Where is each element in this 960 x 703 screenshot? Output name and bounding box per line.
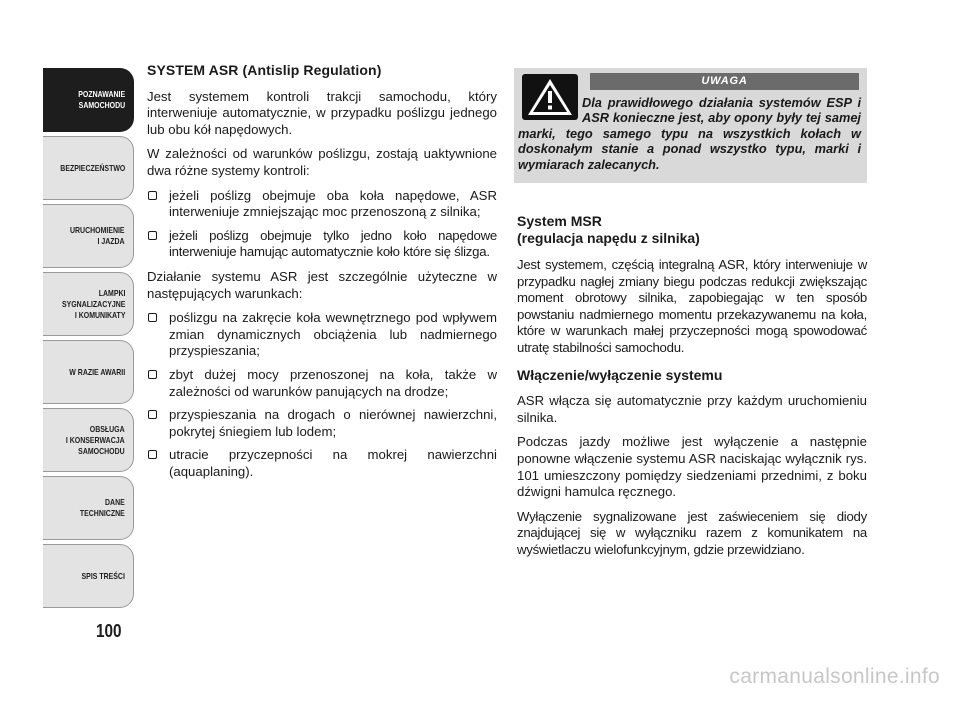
tab-w-razie-awarii[interactable] — [43, 340, 134, 404]
asr-section — [147, 62, 497, 488]
warning-text: Dla prawidłowego działania systemów ESP i ASR konieczne jest, aby opony były tej samej marki, tego samego typu na wszystkich kołach w doskonałym stanie a ponad wszystko typu, marki i wymiarach zalecanych. — [518, 95, 861, 172]
list-item-text: przyspieszania na drogach o nierównej nawierzchni, pokrytej śniegiem lub lodem; — [169, 407, 497, 439]
paragraph: Wyłączenie sygnalizowane jest zaświeceniem się diody znajdującej się w wyłączniku razem z komunikatem na wyświetlaczu wielofunkcyjnym, gdzie przewidziano. — [517, 508, 867, 557]
checkbox-bullet-icon — [148, 191, 157, 200]
tab-bezpieczenstwo[interactable] — [43, 136, 134, 200]
list-item-text: poślizgu na zakręcie koła wewnętrznego pod wpływem zmian dynamicznych obciążenia lub nadmiernego przyspieszania; — [169, 310, 497, 359]
watermark: carmanualsonline.info — [729, 665, 940, 688]
msr-section — [517, 213, 867, 567]
tab-dane-techniczne[interactable] — [43, 476, 134, 540]
list-item — [147, 447, 497, 480]
list-item — [147, 228, 497, 261]
checkbox-bullet-icon — [148, 410, 157, 419]
tab-uruchomienie-i-jazda[interactable] — [43, 204, 134, 268]
warning-title: UWAGA — [590, 73, 859, 90]
paragraph: Działanie systemu ASR jest szczególnie użyteczne w następujących warunkach: — [147, 268, 497, 301]
checkbox-bullet-icon — [148, 370, 157, 379]
tab-label: SPIS TREŚCI — [81, 570, 125, 581]
paragraph: Jest systemem, częścią integralną ASR, który interweniuje w przypadku nagłej zmiany biegu podczas redukcji zwiększając moment obrotowy silnika, zapobiegając w ten sposób powstaniu nadmiernego momentu przekazywanemu na koła, które w warunkach małej przyczepności mogą spowodować utratę stabilności samochodu. — [517, 257, 867, 355]
tab-label: DANE TECHNICZNE — [80, 497, 125, 518]
list-item-text: jeżeli poślizg obejmuje oba koła napędowe, ASR interweniuje zmniejszając moc przenoszoną z silnika; — [169, 187, 497, 220]
warning-text-block — [518, 95, 861, 172]
tab-obsluga-i-konserwacja[interactable] — [43, 408, 134, 472]
paragraph: Podczas jazdy możliwe jest wyłączenie a następnie ponowne włączenie systemu ASR naciskając wyłącznik rys. 101 umieszczony pomiędzy siedzeniami przednimi, z boku dźwigni hamulca ręcznego. — [517, 434, 867, 500]
page-number: 100 — [96, 621, 122, 641]
paragraph: ASR włącza się automatycznie przy każdym uruchomieniu silnika. — [517, 393, 867, 425]
list-item-text: jeżeli poślizg obejmuje tylko jedno koło napędowe interweniuje hamując automatycznie koło które się ślizga. — [169, 227, 497, 260]
tab-label: OBSŁUGA I KONSERWACJA SAMOCHODU — [66, 423, 125, 456]
list-item — [147, 367, 497, 400]
tab-label: W RAZIE AWARII — [69, 366, 125, 377]
tab-poznawanie-samochodu[interactable] — [43, 68, 134, 132]
list-item-text: zbyt dużej mocy przenoszonej na koła, także w zależności od warunków panujących na drodze; — [169, 366, 497, 399]
tab-spis-tresci[interactable] — [43, 544, 134, 608]
tab-label: URUCHOMIENIE I JAZDA — [70, 225, 125, 246]
tab-label: LAMPKI SYGNALIZACYJNE I KOMUNIKATY — [61, 287, 125, 320]
bullet-list — [147, 310, 497, 480]
msr-title: System MSR (regulacja napędu z silnika) — [517, 213, 700, 246]
onoff-title: Włączenie/wyłączenie systemu — [517, 366, 723, 383]
chapter-tabs — [43, 68, 134, 612]
tab-lampki-sygnalizacyjne[interactable] — [43, 272, 134, 336]
list-item — [147, 188, 497, 221]
section-title: SYSTEM ASR (Antislip Regulation) — [147, 62, 382, 78]
bullet-list — [147, 188, 497, 261]
checkbox-bullet-icon — [148, 313, 157, 322]
tab-label: BEZPIECZEŃSTWO — [59, 162, 125, 173]
list-item-text: utracie przyczepności na mokrej nawierzchni (aquaplaning). — [169, 447, 497, 479]
warning-box — [514, 68, 867, 183]
paragraph: Jest systemem kontroli trakcji samochodu, który interweniuje automatycznie, w przypadku poślizgu jednego lub obu kół napędowych. — [147, 88, 497, 137]
checkbox-bullet-icon — [148, 450, 157, 459]
checkbox-bullet-icon — [148, 231, 157, 240]
list-item — [147, 310, 497, 360]
tab-label: POZNAWANIE SAMOCHODU — [78, 89, 125, 110]
list-item — [147, 407, 497, 440]
paragraph: W zależności od warunków poślizgu, zostają uaktywnione dwa różne systemy kontroli: — [147, 146, 497, 178]
